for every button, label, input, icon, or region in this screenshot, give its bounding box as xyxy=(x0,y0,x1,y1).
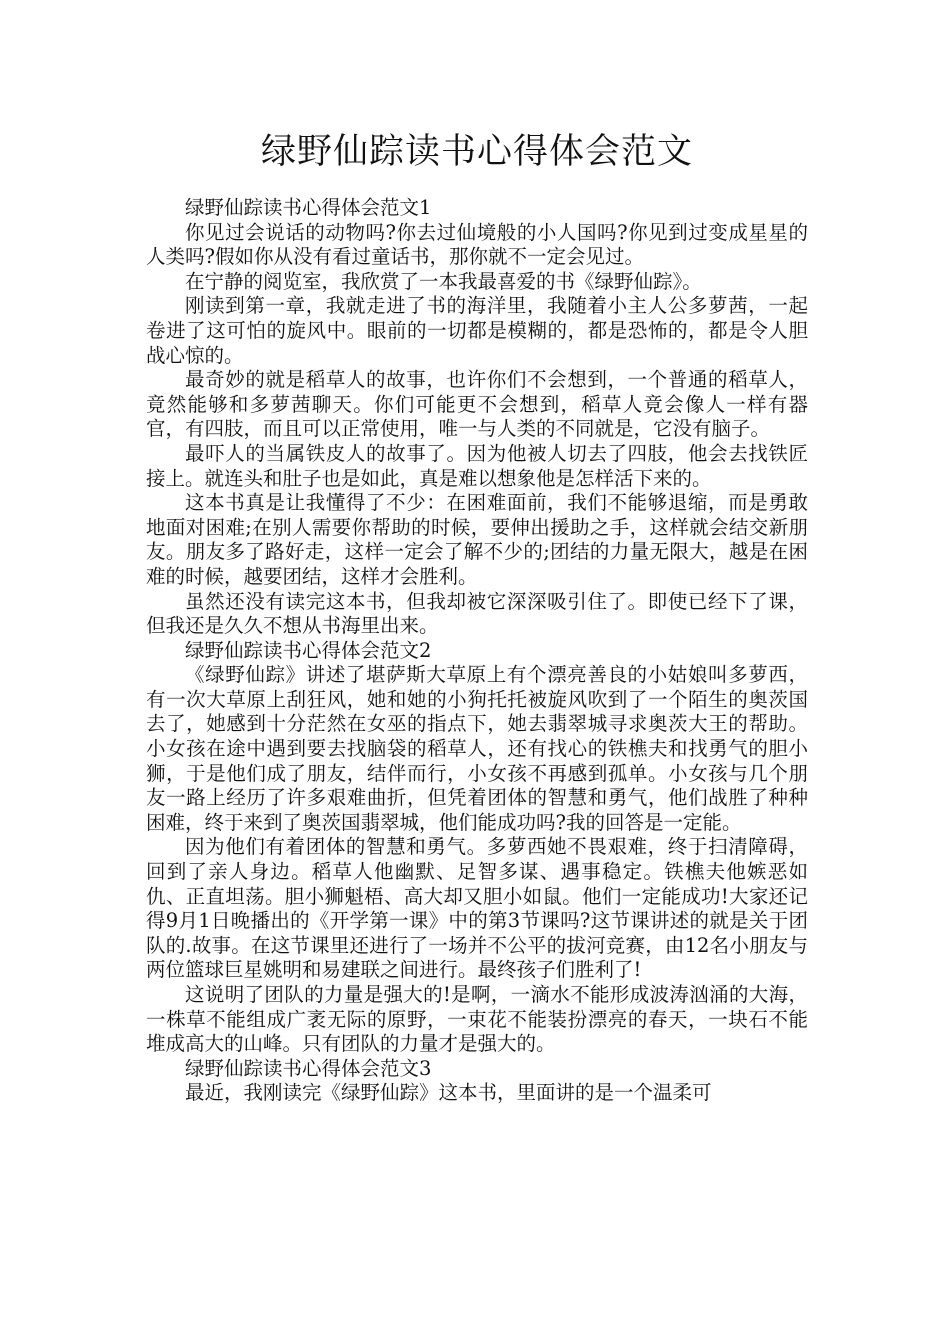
paragraph: 你见过会说话的动物吗?你去过仙境般的小人国吗?你见到过变成星星的人类吗?假如你从没有看过童话书，那你就不一定会见过。 xyxy=(146,220,808,269)
document-body xyxy=(146,196,808,1106)
paragraph: 最近，我刚读完《绿野仙踪》这本书，里面讲的是一个温柔可 xyxy=(185,1081,712,1105)
paragraph: 因为他们有着团体的智慧和勇气。多萝西她不畏艰难，终于扫清障碍，回到了亲人身边。稻草人他幽默、足智多谋、遇事稳定。铁樵夫他嫉恶如仇、正直坦荡。胆小狮魁梧、高大却又胆小如鼠。他们一定能成功!大家还记得9月1日晚播出的《开学第一课》中的第3节课吗?这节课讲述的就是关于团队的.故事。在这节课里还进行了一场并不公平的拔河竞赛，由12名小朋友与两位篮球巨星姚明和易建联之间进行。最终孩子们胜利了! xyxy=(146,835,808,982)
paragraph: 这本书真是让我懂得了不少：在困难面前，我们不能够退缩，而是勇敢地面对困难;在别人需要你帮助的时候，要伸出援助之手，这样就会结交新朋友。朋友多了路好走，这样一定会了解不少的;团结的力量无限大，越是在困难的时候，越要团结，这样才会胜利。 xyxy=(146,491,808,588)
paragraph: 在宁静的阅览室，我欣赏了一本我最喜爱的书《绿野仙踪》。 xyxy=(185,269,702,293)
paragraph: 刚读到第一章，我就走进了书的海洋里，我随着小主人公多萝茜，一起卷进了这可怕的旋风中。眼前的一切都是模糊的，都是恐怖的，都是令人胆战心惊的。 xyxy=(146,294,808,367)
section-heading-3: 绿野仙踪读书心得体会范文3 xyxy=(185,1056,432,1080)
paragraph: 最吓人的当属铁皮人的故事了。因为他被人切去了四肢，他会去找铁匠接上。就连头和肚子也是如此，真是难以想象他是怎样活下来的。 xyxy=(146,441,808,490)
document-title: 绿野仙踪读书心得体会范文 xyxy=(260,132,693,172)
document-page xyxy=(146,0,808,1106)
paragraph: 虽然还没有读完这本书，但我却被它深深吸引住了。即使已经下了课，但我还是久久不想从书海里出来。 xyxy=(146,589,808,638)
paragraph: 这说明了团队的力量是强大的!是啊，一滴水不能形成波涛汹涌的大海，一株草不能组成广袤无际的原野，一束花不能装扮漂亮的春天，一块石不能堆成高大的山峰。只有团队的力量才是强大的。 xyxy=(146,983,808,1056)
section-heading-2: 绿野仙踪读书心得体会范文2 xyxy=(185,638,432,662)
paragraph: 《绿野仙踪》讲述了堪萨斯大草原上有个漂亮善良的小姑娘叫多萝西，有一次大草原上刮狂风，她和她的小狗托托被旋风吹到了一个陌生的奥茨国去了，她感到十分茫然在女巫的指点下，她去翡翠城寻求奥茨大王的帮助。小女孩在途中遇到要去找脑袋的稻草人，还有找心的铁樵夫和找勇气的胆小狮，于是他们成了朋友，结伴而行，小女孩不再感到孤单。小女孩与几个朋友一路上经历了许多艰难曲折，但凭着团体的智慧和勇气，他们战胜了种种困难，终于来到了奥茨国翡翠城，他们能成功吗?我的回答是一定能。 xyxy=(146,663,808,834)
paragraph: 最奇妙的就是稻草人的故事，也许你们不会想到，一个普通的稻草人，竟然能够和多萝茜聊天。你们可能更不会想到，稻草人竟会像人一样有器官，有四肢，而且可以正常使用，唯一与人类的不同就是，它没有脑子。 xyxy=(146,368,808,441)
section-heading-1: 绿野仙踪读书心得体会范文1 xyxy=(185,196,432,219)
